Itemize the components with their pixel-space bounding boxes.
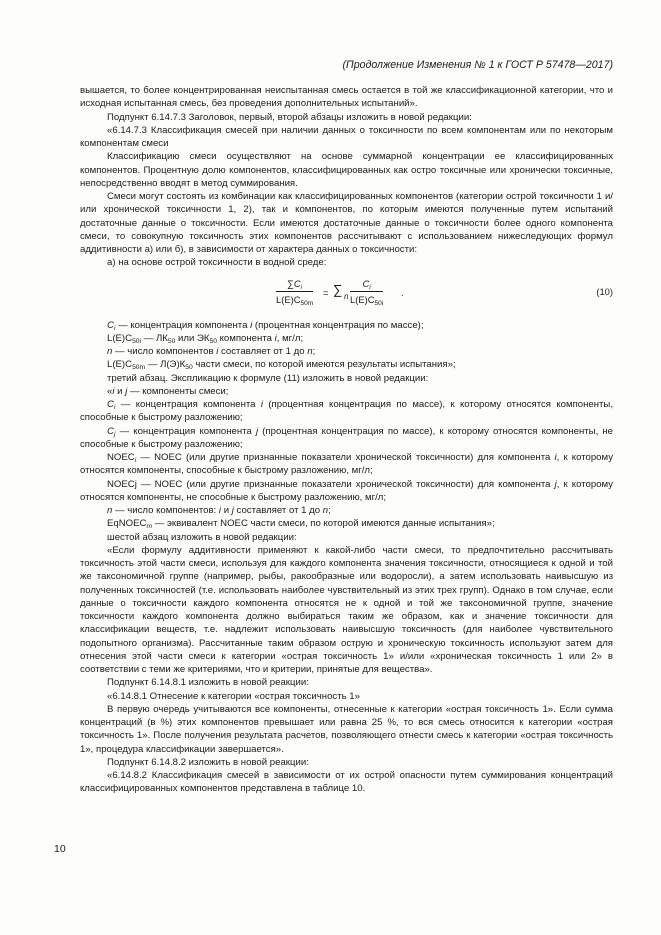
explication-n-components: n — число компонентов: i и j составляет от 1 до n; <box>107 505 331 516</box>
document-body <box>80 84 613 796</box>
formula-numerator: $C_i$ <box>350 277 383 292</box>
formula-equals: = <box>323 286 329 298</box>
formula-sum-index: n <box>344 291 349 301</box>
paragraph-instruction: шестой абзац изложить в новой редакции: <box>107 531 297 543</box>
explication-lec50m: $L(E)C_{50m}$ — $Л(Э)К_{50}$ части смеси, по которой имеются результаты испытания»; <box>107 359 456 372</box>
formula-number: (10) <box>596 285 613 297</box>
paragraph: Смеси могут состоять из комбинации как классифицированных компонентов (категории острой токсичности 1 и/или хронической токсичности 1, 2), так и компонентов, по которым имеются полученные путем испытаний достаточные данные о токсичности. Если имеются достаточные данные о токсичности более одного компонента смеси, то совокупную токсичность этих компонентов рассчитывают с использованием нижеследующих формул аддитивности а) или б), в зависимости от характера данных о токсичности: <box>80 191 613 255</box>
formula-left-fraction <box>276 277 313 307</box>
explication-lec50i: $L(E)C_{50i}$ — $ЛК_{50}$ или $ЭК_{50}$ компонента i, мг/л; <box>107 332 304 345</box>
formula-period: . <box>401 286 404 298</box>
explication-eqnoec: EqNOEC$_m$ — эквивалент NOEC части смеси, по которой имеются данные испытания»; <box>107 518 495 531</box>
formula-denominator: $L(E)C_{50m}$ <box>276 293 314 307</box>
explication-noeci: $NOEC_i$ — NOEC (или другие признанные показатели хронической токсичности) для компонента i, к которому относятся компоненты, способные к быстрому разложению, мг/л; <box>80 452 613 477</box>
explication-ci-rapid: $C_i$ — концентрация компонента i (процентная концентрация по массе), к которому относятся компоненты, способные к быстрому разложению; <box>80 399 613 424</box>
formula-denominator: $L(E)C_{50i}$ <box>350 293 384 307</box>
formula-right-fraction <box>350 277 383 307</box>
paragraph-clause-heading: «6.14.8.1 Отнесение к категории «острая токсичность 1» <box>107 690 360 702</box>
paragraph-instruction: Подпункт 6.14.8.2 изложить в новой реакции: <box>107 756 309 768</box>
paragraph: «6.14.8.2 Классификация смесей в зависимости от их острой опасности путем суммирования концентраций классифицированных компонентов представлена в таблице 10. <box>80 770 613 795</box>
formula-numerator: $\sum C_i$ <box>276 277 313 292</box>
paragraph: «Если формулу аддитивности применяют к какой-либо части смеси, то предпочтительно рассчитывать токсичность этой части смеси, используя для каждого компонента значения токсичности, относящиеся к одной и той же таксономичной группе (например, рыбы, ракообразные или водоросли), а затем использовать наивысшую из полученных токсичностей (т.е. использовать наиболее чувствительный из этих трех групп). Однако в том случае, если данные о токсичности каждого компонента относятся не к одной и той же таксономичной группе, значение токсичности каждого компонента должно выбираться таким же образом, как и значение токсичности для классификации веществ, т.е. надлежит использовать наивысшую токсичность (для наиболее чувствительного подопытного организма). Рассчитанные таким образом острую и хроническую токсичность используют затем для отнесения этой части смеси к категории «острая токсичность 1» и/или «хроническая токсичность 1 или 2» в соответствии с теми же критериями, что и критерии, принятые для вещества». <box>80 544 613 675</box>
explication-n: n — число компонентов i составляет от 1 до n; <box>107 346 316 357</box>
formula-sum-sign: ∑ <box>333 281 343 297</box>
paragraph-clause-heading: «6.14.7.3 Классификация смесей при наличии данных о токсичности по всем компонентам или по некоторым компонентам смеси <box>80 124 613 149</box>
page-number: 10 <box>54 843 66 855</box>
paragraph: Классификацию смеси осуществляют на основе суммарной концентрации ее классифицированных компонентов. Процентную долю компонентов, классифицированных как остро токсичные или хронически токсичные, непосредственно вводят в метод суммирования. <box>80 151 613 189</box>
explication-noecj: NOECj — NOEC (или другие признанные показатели хронической токсичности) для компонента j, к которому относятся компоненты, не способные к быстрому разложению, мг/л; <box>80 478 613 503</box>
explication-cj-nonrapid: $C_j$ — концентрация компонента j (процентная концентрация по массе), к которому относятся компоненты, не способные к быстрому разложению; <box>80 425 614 450</box>
paragraph: В первую очередь учитываются все компоненты, отнесенные к категории «острая токсичность 1». Если сумма концентраций (в %) этих компонентов превышает или равна 25 %, то вся смесь относится к категории «острая токсичность 1». После получения результата расчетов, позволяющего отнести смесь к категории «острая токсичность 1», процедура классификации завершается». <box>80 703 613 755</box>
paragraph-instruction: Подпункт 6.14.8.1 изложить в новой реакции: <box>107 677 309 689</box>
paragraph-list-item: а) на основе острой токсичности в водной среде: <box>107 257 327 269</box>
paragraph-instruction: третий абзац. Экспликацию к формуле (11) изложить в новой редакции: <box>107 372 429 384</box>
explication-ij: «i и j — компоненты смеси; <box>107 385 229 397</box>
paragraph-instruction: Подпункт 6.14.7.3 Заголовок, первый, второй абзацы изложить в новой редакции: <box>107 111 472 123</box>
document-page <box>80 58 613 796</box>
amendment-header: (Продолжение Изменения № 1 к ГОСТ Р 57478—2017) <box>342 59 613 71</box>
explication-ci: $C_i$ — концентрация компонента i (процентная концентрация по массе); <box>107 319 424 332</box>
paragraph-continuation: вышается, то более концентрированная неиспытанная смесь остается в той же классификационной категории, что и исходная испытанная смесь, без проведения дополнительных испытаний». <box>80 85 613 110</box>
formula-10 <box>80 273 613 313</box>
